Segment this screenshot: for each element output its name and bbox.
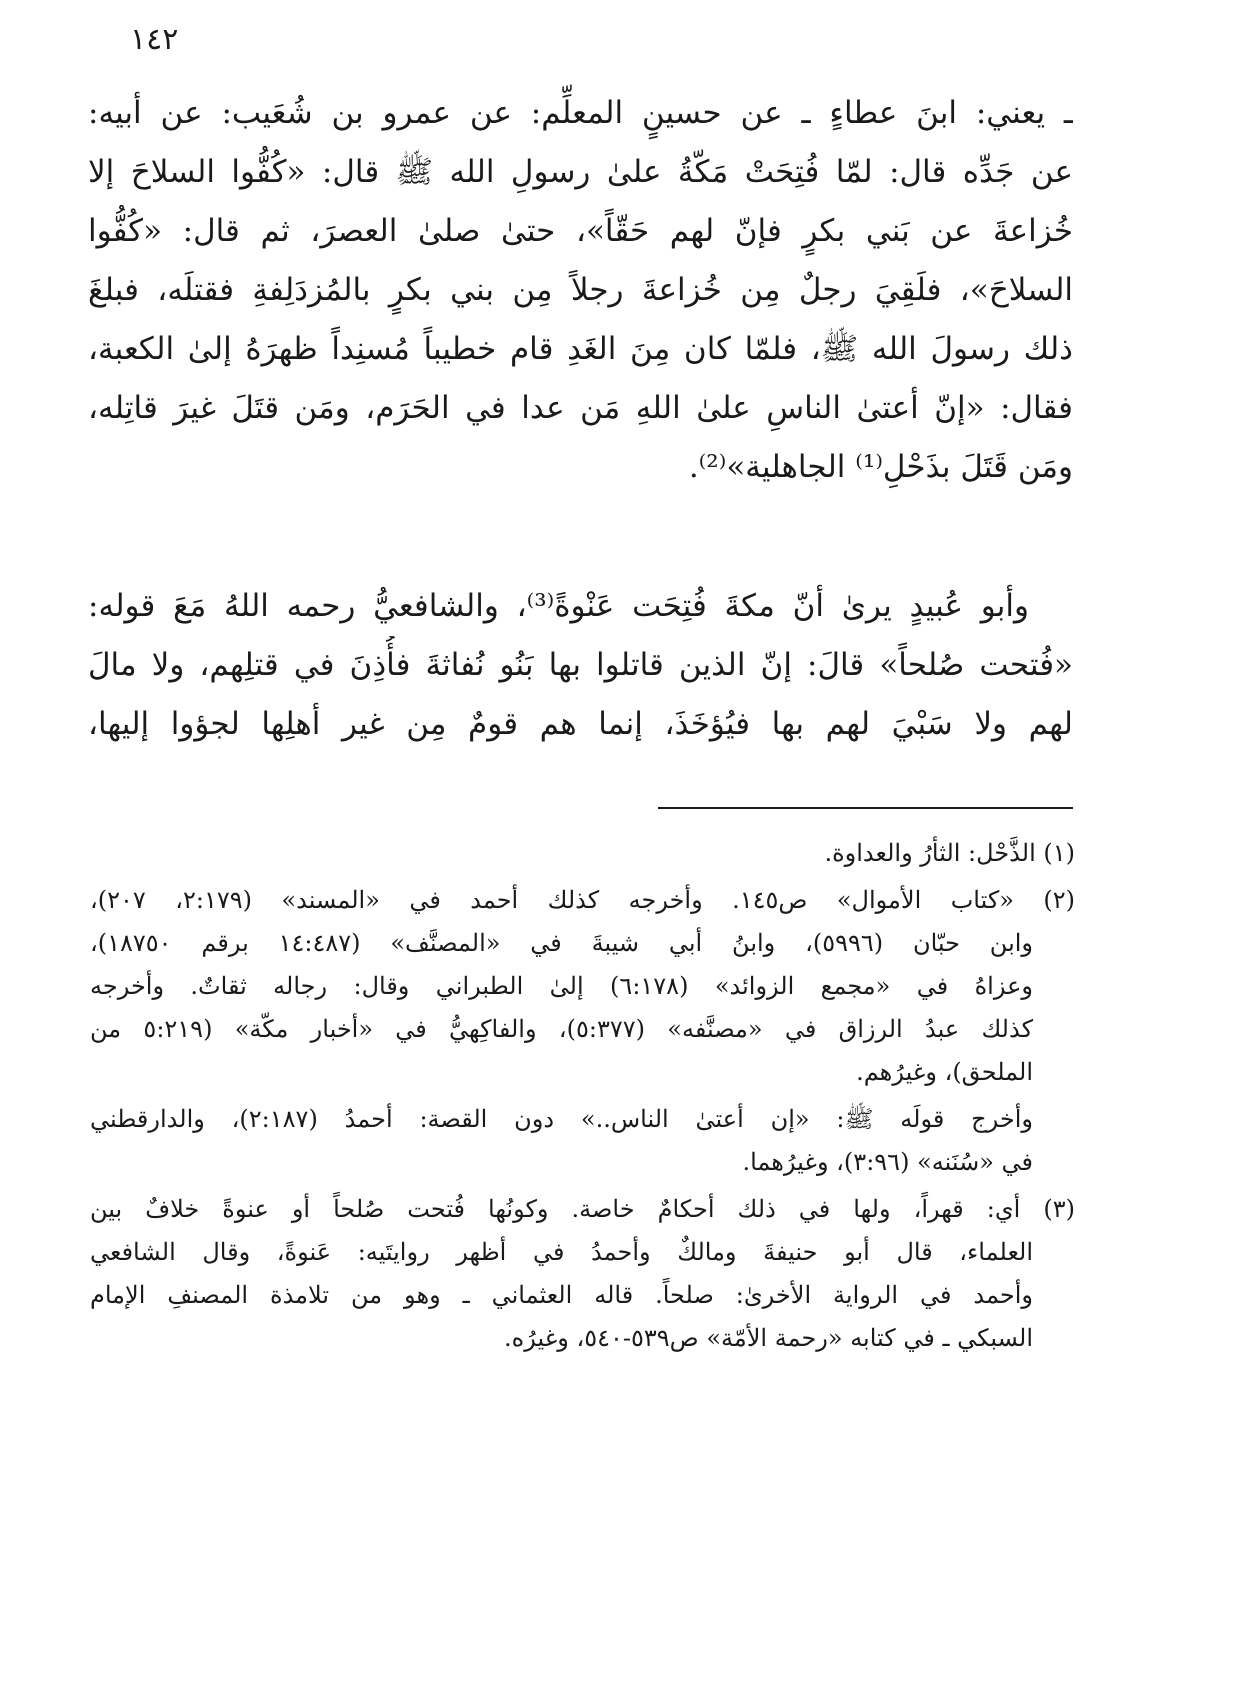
footnote-divider	[658, 807, 1073, 809]
main-paragraph-1	[88, 84, 1073, 497]
footnote-line: وابن حبّان (٥٩٩٦)، وابنُ أبي شيبةَ في «المصنَّف» (١٤:٤٨٧ برقم ١٨٧٥٠)،	[90, 929, 1034, 957]
text-line: لهم ولا سَبْيَ لهم بها فيُؤخَذَ، إنما هم قومٌ مِن غير أهلِها لجؤوا إليها،	[88, 706, 1073, 742]
footnote-line: العلماء، قال أبو حنيفةَ ومالكٌ وأحمدُ في أظهر روايتَيه: عَنوةً، وقال الشافعي	[90, 1238, 1033, 1266]
text-line: ذلك رسولَ الله ﷺ، فلمّا كان مِنَ الغَدِ قام خطيباً مُسنِداً ظهرَهُ إلىٰ الكعبة،	[88, 331, 1073, 367]
footnote-line: السبكي ـ في كتابه «رحمة الأمّة» ص٥٣٩-٥٤٠، وغيرُه.	[504, 1324, 1033, 1352]
footnote-line: (٣) أي: قهراً، ولها في ذلك أحكامٌ خاصة. وكونُها فُتحت صُلحاً أو عنوةً خلافٌ بين	[90, 1195, 1075, 1223]
text-line: السلاحَ»، فلَقِيَ رجلٌ مِن خُزاعةَ رجلاً مِن بني بكرٍ بالمُزدَلِفةِ فقتلَه، فبلغَ	[88, 272, 1073, 308]
text-line: عن جَدِّه قال: لمّا فُتِحَتْ مَكّةُ علىٰ رسولِ الله ﷺ قال: «كُفُّوا السلاحَ إلا	[88, 154, 1073, 190]
text-line: خُزاعةَ عن بَني بكرٍ فإنّ لهم حَقّاً»، حتىٰ صلىٰ العصرَ، ثم قال: «كُفُّوا	[88, 213, 1073, 249]
footnote-2-addendum	[90, 1098, 1075, 1184]
text-line: ـ يعني: ابنَ عطاءٍ ـ عن حسينٍ المعلِّم: عن عمرو بن شُعَيب: عن أبيه:	[88, 95, 1073, 131]
footnote-line: وأحمد في الرواية الأخرىٰ: صلحاً. قاله العثماني ـ وهو من تلامذة المصنفِ الإمام	[90, 1281, 1033, 1309]
footnote-line: في «سُنَنه» (٣:٩٦)، وغيرُهما.	[742, 1148, 1033, 1176]
footnote-line: الملحق)، وغيرُهم.	[856, 1058, 1033, 1086]
footnote-line: وأخرج قولَه ﷺ: «إن أعتىٰ الناس..» دون القصة: أحمدُ (٢:١٨٧)، والدارقطني	[90, 1105, 1033, 1133]
footnote-2	[90, 879, 1075, 1094]
main-paragraph-2	[88, 577, 1073, 754]
footnote-line: (١) الذَّحْل: الثأرُ والعداوة.	[824, 839, 1075, 867]
text-line: «فُتحت صُلحاً» قالَ: إنّ الذين قاتلوا بها بَنُو نُفاثةَ فأُذِنَ في قتلِهم، ولا مالَ	[88, 647, 1073, 683]
footnote-line: كذلك عبدُ الرزاق في «مصنَّفه» (٥:٣٧٧)، والفاكِهيُّ في «أخبار مكّة» (٥:٢١٩ من	[90, 1015, 1033, 1043]
footnote-3	[90, 1188, 1075, 1360]
footnote-line: (٢) «كتاب الأموال» ص١٤٥. وأخرجه كذلك أحمد في «المسند» (٢:١٧٩، ٢٠٧)،	[90, 886, 1075, 914]
text-line: ومَن قَتَلَ بذَحْلِ⁽¹⁾ الجاهلية»⁽²⁾.	[688, 449, 1073, 485]
footnotes-section	[90, 832, 1075, 1364]
footnote-1	[90, 832, 1075, 875]
text-line: وأبو عُبيدٍ يرىٰ أنّ مكةَ فُتِحَت عَنْوةً⁽³⁾، والشافعيُّ رحمه اللهُ مَعَ قوله:	[88, 588, 1029, 624]
text-line: فقال: «إنّ أعتىٰ الناسِ علىٰ اللهِ مَن عدا في الحَرَم، ومَن قتَلَ غيرَ قاتِله،	[88, 390, 1073, 426]
page-number: ١٤٢	[130, 22, 179, 57]
footnote-line: وعزاهُ في «مجمع الزوائد» (٦:١٧٨) إلىٰ الطبراني وقال: رجاله ثقاتٌ. وأخرجه	[90, 972, 1033, 1000]
